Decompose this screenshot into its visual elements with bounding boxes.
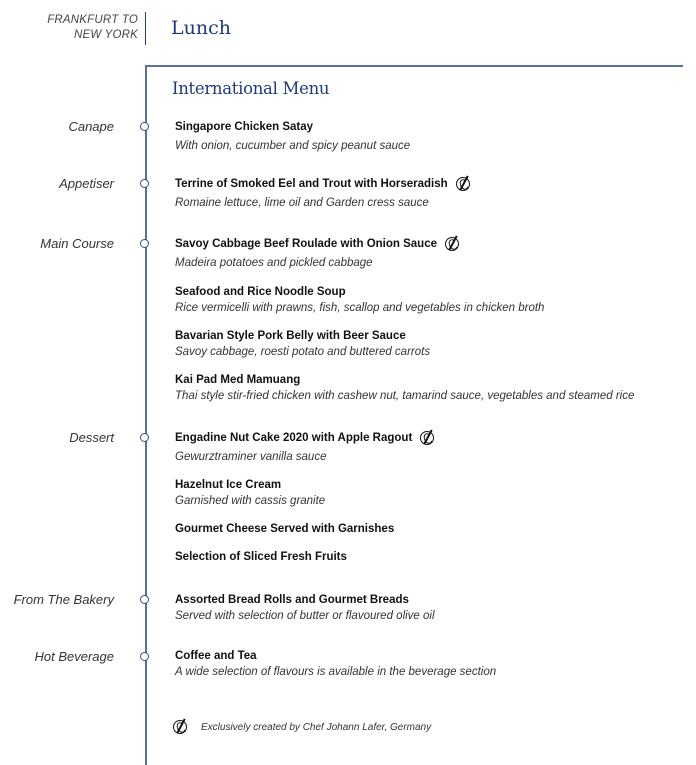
dish-description: With onion, cucumber and spicy peanut sauce	[175, 140, 411, 152]
dish-name: Terrine of Smoked Eel and Trout with Horseradish	[175, 177, 690, 191]
dish-item	[175, 177, 690, 210]
dish-description: Garnished with cassis granite	[175, 495, 326, 507]
dish-item	[175, 550, 690, 564]
dish-description: Thai style stir-fried chicken with cashew nut, tamarind sauce, vegetables and steamed rice	[175, 390, 635, 402]
dish-name: Kai Pad Med Mamuang	[175, 374, 301, 386]
dish-description: Savoy cabbage, roesti potato and buttered carrots	[175, 346, 431, 358]
dish-item	[175, 593, 690, 623]
dish-item	[175, 478, 690, 508]
dish-item	[175, 120, 690, 153]
course-label-dessert: Dessert	[69, 430, 114, 445]
timeline-top-rule	[145, 65, 683, 67]
dish-name: Hazelnut Ice Cream	[175, 479, 282, 491]
course-label-appetiser: Appetiser	[59, 176, 114, 191]
header-divider	[145, 12, 146, 45]
chef-footnote	[173, 720, 431, 734]
dish-name: Engadine Nut Cake 2020 with Apple Ragout	[175, 431, 690, 445]
dish-description: Gewurztraminer vanilla sauce	[175, 451, 327, 463]
dish-item	[175, 329, 690, 359]
dish-name: Selection of Sliced Fresh Fruits	[175, 551, 347, 563]
dish-description: Served with selection of butter or flavoured olive oil	[175, 610, 435, 622]
chef-signature-icon	[420, 431, 434, 445]
dish-name: Coffee and Tea	[175, 650, 257, 662]
menu-heading: International Menu	[172, 79, 330, 98]
meal-title: Lunch	[171, 17, 231, 39]
route-line-1: FRANKFURT TO	[47, 14, 138, 26]
footnote-text: Exclusively created by Chef Johann Lafer, Germany	[201, 721, 432, 733]
dish-description: Rice vermicelli with prawns, fish, scallop and vegetables in chicken broth	[175, 302, 545, 314]
course-label-bakery: From The Bakery	[13, 592, 114, 607]
dish-item	[175, 431, 690, 464]
timeline-node	[140, 179, 149, 188]
dish-name: Gourmet Cheese Served with Garnishes	[175, 523, 395, 535]
dish-name: Assorted Bread Rolls and Gourmet Breads	[175, 594, 409, 606]
timeline-node	[140, 122, 149, 131]
timeline-node	[140, 239, 149, 248]
timeline-node	[140, 595, 149, 604]
dish-description: Romaine lettuce, lime oil and Garden cress sauce	[175, 197, 429, 209]
chef-signature-icon	[173, 720, 187, 734]
chef-signature-icon	[456, 177, 470, 191]
dish-description: Madeira potatoes and pickled cabbage	[175, 257, 373, 269]
timeline-node	[140, 433, 149, 442]
dish-item	[175, 522, 690, 536]
timeline-node	[140, 652, 149, 661]
route	[0, 13, 138, 43]
dish-name: Savoy Cabbage Beef Roulade with Onion Sauce	[175, 237, 690, 251]
dish-item	[175, 237, 690, 270]
dish-name: Seafood and Rice Noodle Soup	[175, 286, 346, 298]
dish-name: Singapore Chicken Satay	[175, 121, 314, 133]
course-label-main-course: Main Course	[40, 236, 114, 251]
dish-item	[175, 649, 690, 679]
dish-description: A wide selection of flavours is available in the beverage section	[175, 666, 497, 678]
dish-item	[175, 285, 690, 315]
chef-signature-icon	[445, 237, 459, 251]
dish-name: Bavarian Style Pork Belly with Beer Sauce	[175, 330, 406, 342]
course-label-canape: Canape	[68, 119, 114, 134]
course-label-hot-beverage: Hot Beverage	[34, 649, 114, 664]
route-line-2: NEW YORK	[73, 29, 138, 41]
dish-item	[175, 373, 690, 403]
